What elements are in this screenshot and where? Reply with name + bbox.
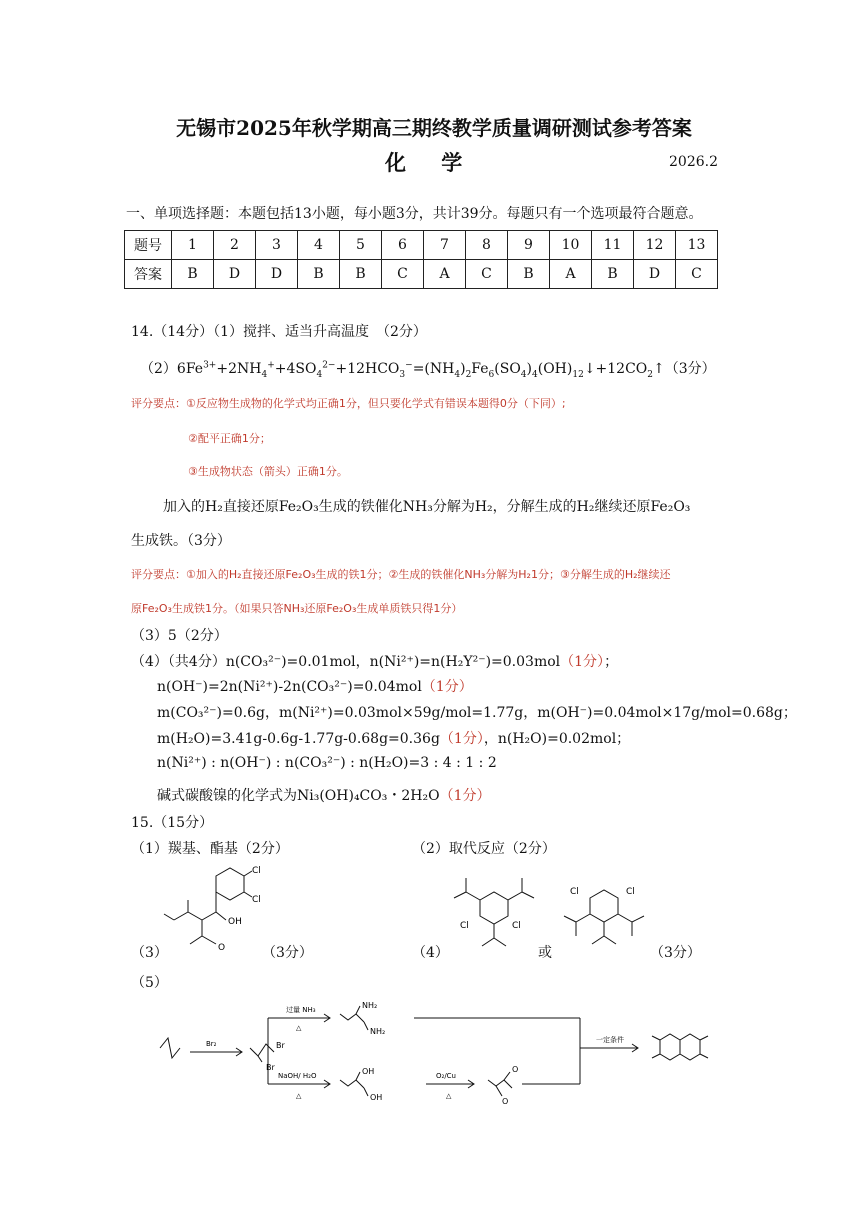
- q14-part3: （3）5（2分）: [131, 628, 228, 644]
- reagent-condition: 一定条件: [596, 1036, 624, 1044]
- structure-3: [160, 860, 270, 960]
- q-cell: 12: [634, 231, 676, 260]
- a-cell: C: [676, 260, 718, 289]
- q14-part4-line3: m(CO₃²⁻)=0.6g，m(Ni²⁺)=0.03mol×59g/mol=1.77g，m(OH⁻)=0.04mol×17g/mol=0.68g；: [157, 705, 797, 721]
- cl-label: Cl: [512, 921, 521, 931]
- nh2-label: NH₂: [362, 1001, 378, 1010]
- rubric-2: ②配平正确1分；: [188, 432, 271, 445]
- eq-points: （3分）: [664, 361, 716, 377]
- rubric-1: 评分要点：①反应物生成物的化学式均正确1分，但只要化学式有错误本题得0分（下同）;: [131, 397, 566, 410]
- rubric-5: 原Fe₂O₃生成铁1分。（如果只答NH₃还原Fe₂O₃生成单质铁只得1分）: [131, 602, 463, 615]
- section1-heading: 一、单项选择题：本题包括13小题，每小题3分，共计39分。每题只有一个选项最符合题意。: [126, 206, 703, 222]
- q-cell: 6: [382, 231, 424, 260]
- reagent-nh3: 过量 NH₃: [286, 1006, 316, 1014]
- subject-title: 化 学: [385, 150, 477, 175]
- q-cell: 11: [592, 231, 634, 260]
- heat-symbol: △: [446, 1092, 452, 1100]
- q15-part4-label: （4）: [412, 945, 449, 961]
- q14-explanation-line1: 加入的H₂直接还原Fe₂O₃生成的铁催化NH₃分解为H₂，分解生成的H₂继续还原Fe₂O₃: [163, 499, 691, 515]
- cl-label: Cl: [626, 887, 635, 897]
- q15-heading: 15.（15分）: [131, 815, 214, 831]
- rubric-4: 评分要点：①加入的H₂直接还原Fe₂O₃生成的铁1分；②生成的铁催化NH₃分解为H₂1分；③分解生成的H₂继续还: [131, 568, 671, 581]
- q15-part3-points: （3分）: [262, 945, 313, 961]
- q14-part4-line5: n(Ni²⁺) : n(OH⁻) : n(CO₃²⁻) : n(H₂O)=3 : 4 : 1 : 2: [157, 755, 497, 771]
- reagent-br2: Br₂: [206, 1040, 217, 1048]
- structure-4b: [560, 880, 660, 960]
- q15-part4-or: 或: [538, 945, 552, 961]
- q-cell: 2: [214, 231, 256, 260]
- a-cell: A: [550, 260, 592, 289]
- q15-part1: （1）羰基、酯基（2分）: [131, 841, 289, 857]
- a-cell: D: [634, 260, 676, 289]
- reagent-ocu: O₂/Cu: [436, 1072, 456, 1080]
- exam-date: 2026.2: [669, 154, 718, 170]
- a-cell: D: [256, 260, 298, 289]
- answer-table: [124, 230, 718, 289]
- heat-symbol: △: [296, 1024, 302, 1032]
- q15-part3-label: （3）: [131, 945, 168, 961]
- q15-part2: （2）取代反应（2分）: [412, 841, 556, 857]
- q14-part4-line1: [131, 651, 618, 671]
- cl-label: Cl: [460, 921, 469, 931]
- calc-text: n(OH⁻)=2n(Ni²⁺)-2n(CO₃²⁻)=0.04mol: [157, 679, 422, 695]
- oh-label: OH: [370, 1093, 383, 1102]
- q14-part4-line6: [157, 785, 491, 805]
- cl-label: Cl: [252, 866, 261, 876]
- oh-label: OH: [362, 1067, 375, 1076]
- calc-text: （4）（共4分）n(CO₃²⁻)=0.01mol，n(Ni²⁺)=n(H₂Y²⁻)=0.03mol: [131, 654, 561, 670]
- q15-part5-label: （5）: [131, 975, 168, 991]
- synthesis-route: [150, 1000, 720, 1125]
- structure-4a: [440, 868, 540, 958]
- q-cell: 10: [550, 231, 592, 260]
- q14-part2-equation: $(2)6Fe^{3+}+2NH_4^++4SO_4^{2-}+12HCO_3^-=(NH_4)_2Fe_6(SO_4)_4(OH)_{12}↓+12CO_2↑(3$分）: [140, 360, 716, 380]
- reagent-naoh: NaOH/ H₂O: [278, 1072, 317, 1080]
- a-cell: A: [424, 260, 466, 289]
- rubric-3: ③生成物状态（箭头）正确1分。: [188, 465, 348, 478]
- heat-symbol: △: [296, 1092, 302, 1100]
- oxygen-label: O: [512, 1065, 519, 1074]
- row-label-answer: 答案: [125, 260, 172, 289]
- row-label-question: 题号: [125, 231, 172, 260]
- q14-part4-line2: [157, 676, 473, 696]
- a-cell: B: [340, 260, 382, 289]
- br-label: Br: [276, 1041, 285, 1050]
- q14-explanation-line2: 生成铁。（3分）: [131, 533, 231, 549]
- q-cell: 3: [256, 231, 298, 260]
- a-cell: C: [382, 260, 424, 289]
- q-cell: 5: [340, 231, 382, 260]
- oh-label: OH: [228, 917, 242, 927]
- q14-part1: 14.（14分）（1）搅拌、适当升高温度 （2分）: [131, 324, 427, 340]
- calc-text: ，n(H₂O)=0.02mol；: [483, 731, 631, 747]
- q15-part4-points: （3分）: [650, 945, 701, 961]
- a-cell: D: [214, 260, 256, 289]
- q-cell: 8: [466, 231, 508, 260]
- a-cell: B: [172, 260, 214, 289]
- calc-text: 碱式碳酸镍的化学式为Ni₃(OH)₄CO₃・2H₂O: [157, 788, 440, 804]
- oxygen-label: O: [218, 943, 226, 953]
- q-cell: 4: [298, 231, 340, 260]
- br-label: Br: [266, 1063, 275, 1072]
- a-cell: B: [508, 260, 550, 289]
- oxygen-label: O: [502, 1097, 509, 1106]
- calc-text: m(H₂O)=3.41g-0.6g-1.77g-0.68g=0.36g: [157, 731, 440, 747]
- cl-label: Cl: [252, 895, 261, 905]
- nh2-label: NH₂: [370, 1027, 386, 1036]
- cl-label: Cl: [570, 887, 579, 897]
- a-cell: B: [298, 260, 340, 289]
- points-label: （1分）: [560, 654, 605, 670]
- points-label: （1分）: [439, 788, 491, 804]
- calc-text: ；: [604, 654, 619, 670]
- points-label: （1分）: [421, 679, 473, 695]
- answer-row: [125, 260, 718, 289]
- q-cell: 7: [424, 231, 466, 260]
- eq-prefix: （2）6Fe: [140, 361, 204, 377]
- q-cell: 9: [508, 231, 550, 260]
- points-label: （1分）: [439, 731, 484, 747]
- page-title: 无锡市2025年秋学期高三期终教学质量调研测试参考答案: [176, 116, 692, 140]
- q-cell: 1: [172, 231, 214, 260]
- q-cell: 13: [676, 231, 718, 260]
- a-cell: B: [592, 260, 634, 289]
- q14-part4-line4: [157, 728, 630, 748]
- question-row: [125, 231, 718, 260]
- a-cell: C: [466, 260, 508, 289]
